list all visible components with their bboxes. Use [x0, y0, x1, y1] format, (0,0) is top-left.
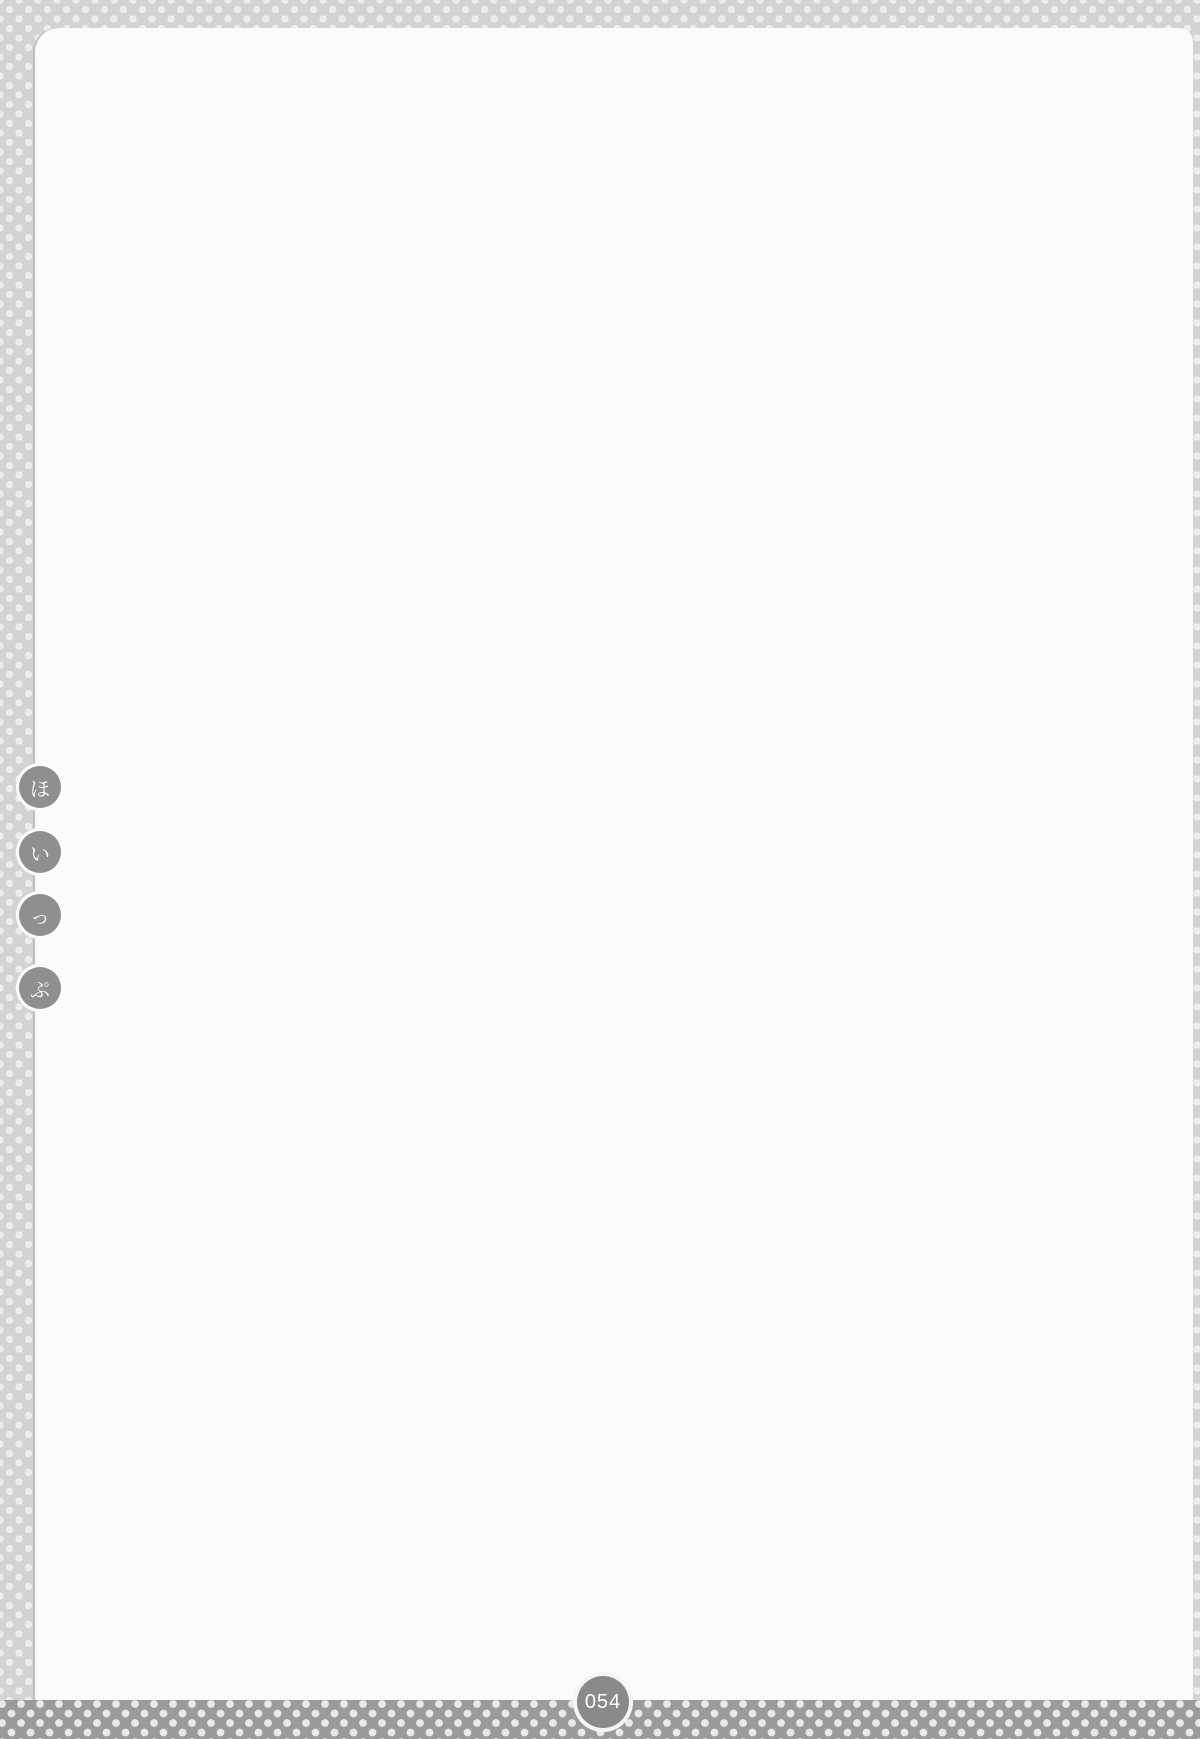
side-tab-label: ぷ [30, 979, 50, 1002]
side-tab-label: っ [30, 906, 50, 929]
page-sheet [35, 28, 1193, 1700]
side-tab-ho [19, 766, 61, 808]
side-tab-tsu [19, 894, 61, 936]
page-number: 054 [584, 1690, 622, 1713]
side-tab-label: い [30, 843, 50, 866]
side-tab-label: ほ [30, 778, 50, 801]
side-tab-i [19, 831, 61, 873]
page-number-badge [577, 1676, 629, 1728]
side-tab-pu [19, 967, 61, 1009]
